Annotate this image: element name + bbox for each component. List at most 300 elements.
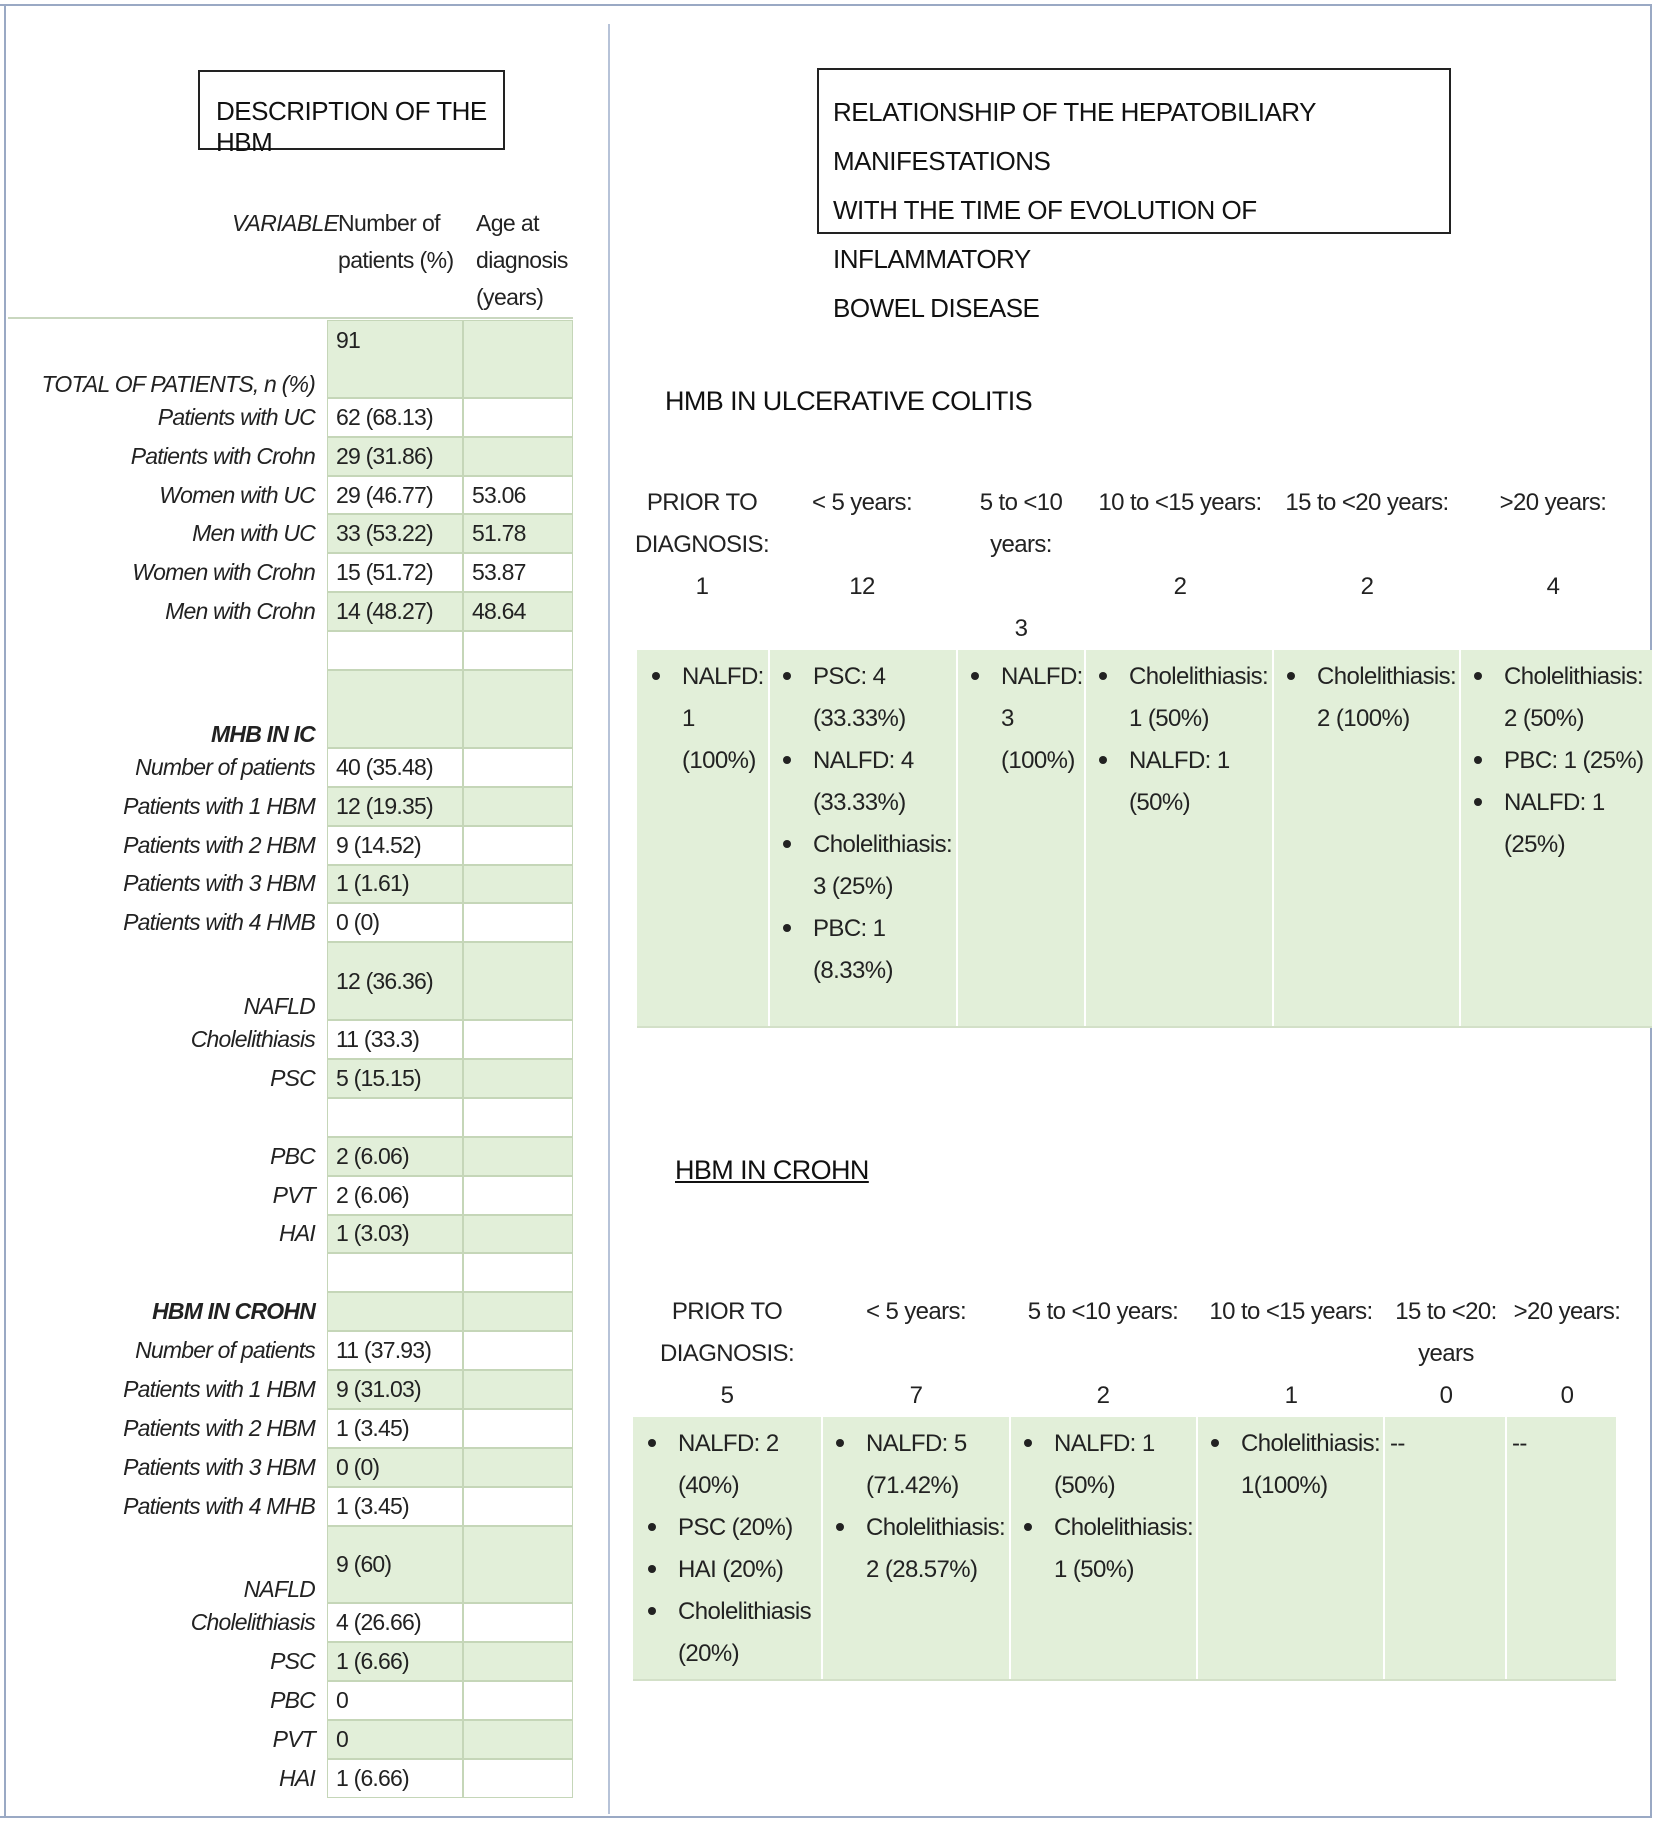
desc-row [0, 1137, 575, 1176]
desc-row-patients: 4 (26.66) [327, 1603, 463, 1642]
uc-bullet-item [775, 824, 956, 908]
frame-top-border [0, 4, 1650, 6]
crohn-bullet-line: NALFD: 1 [1054, 1430, 1155, 1457]
desc-row [0, 398, 575, 437]
desc-row-age [463, 1487, 573, 1526]
uc-bullet-item [1466, 656, 1650, 740]
uc-cell [1466, 656, 1650, 866]
desc-row-label: Patients with 3 HBM [123, 1453, 315, 1480]
desc-row [0, 1409, 575, 1448]
desc-row [0, 1292, 575, 1331]
crohn-column-separator [1009, 1417, 1011, 1679]
uc-bullet-line: PBC: 1 [813, 915, 886, 942]
desc-row [0, 942, 575, 1020]
uc-bullet-line: PBC: 1 (25%) [1504, 747, 1644, 774]
bullet-icon [1099, 756, 1107, 764]
desc-row-patients: 0 [327, 1681, 463, 1720]
bullet-icon [1211, 1439, 1219, 1447]
crohn-bullet-item [1016, 1507, 1196, 1591]
desc-row-patients [327, 1098, 463, 1137]
bullet-icon [1024, 1439, 1032, 1447]
desc-row-age [463, 826, 573, 865]
desc-row-label: PBC [270, 1142, 315, 1169]
crohn-bullet-line: Cholelithiasis [678, 1598, 811, 1625]
crohn-period-line: PRIOR TO [671, 1298, 783, 1325]
desc-row-patients: 0 [327, 1720, 463, 1759]
frame-bottom-border [0, 1816, 1652, 1818]
desc-row-patients [327, 631, 463, 670]
desc-row-label: Cholelithiasis [190, 1609, 315, 1636]
header-number-line: patients (%) [338, 247, 454, 273]
uc-bullet-line: Cholelithiasis: [1504, 663, 1644, 690]
bullet-icon [783, 924, 791, 932]
desc-row-label: PVT [272, 1726, 315, 1753]
desc-row-age: 53.06 [463, 476, 573, 515]
bullet-icon [1099, 672, 1107, 680]
uc-bullet-item [775, 740, 956, 824]
desc-row-patients: 12 (36.36) [327, 942, 463, 1020]
uc-bullet-item [1466, 740, 1650, 782]
desc-row-patients [327, 1253, 463, 1292]
uc-bullet-line: (8.33%) [813, 957, 893, 984]
uc-period-line [1277, 524, 1457, 566]
desc-row-age [463, 1681, 573, 1720]
desc-row-label: Patients with 4 HMB [123, 909, 315, 936]
bullet-icon [1474, 798, 1482, 806]
crohn-period-line [1201, 1333, 1381, 1375]
desc-row [0, 1098, 575, 1137]
uc-section-title: HMB IN ULCERATIVE COLITIS [665, 386, 1033, 416]
uc-bullet-line: Cholelithiasis: [1317, 663, 1457, 690]
bullet-icon [648, 1565, 656, 1573]
desc-row-patients: 1 (3.45) [327, 1409, 463, 1448]
desc-row [0, 592, 575, 631]
uc-period-line: PRIOR TO [646, 489, 758, 516]
bullet-icon [836, 1523, 844, 1531]
desc-row [0, 903, 575, 942]
desc-row [0, 476, 575, 515]
crohn-bullet-line: NALFD: 2 [678, 1430, 779, 1457]
uc-cell [644, 656, 768, 782]
desc-row [0, 787, 575, 826]
desc-row-age [463, 1526, 573, 1604]
desc-row-patients: 2 (6.06) [327, 1137, 463, 1176]
desc-row-age [463, 1176, 573, 1215]
desc-row [0, 670, 575, 748]
crohn-period-line: 1 [1284, 1382, 1298, 1409]
desc-row-age [463, 320, 573, 398]
header-rule [8, 317, 573, 319]
crohn-bullet-line: (50%) [1054, 1472, 1116, 1499]
crohn-period-line: DIAGNOSIS: [659, 1340, 795, 1367]
desc-row [0, 1526, 575, 1604]
crohn-bullet-line: Cholelithiasis: [1241, 1430, 1381, 1457]
uc-period-line: 2 [1360, 573, 1374, 600]
uc-bullet-item [963, 656, 1084, 782]
uc-period [1090, 482, 1270, 608]
crohn-period [652, 1291, 802, 1417]
desc-row-age [463, 942, 573, 1020]
crohn-period-line: 10 to <15 years: [1209, 1298, 1373, 1325]
desc-row-patients: 29 (31.86) [327, 437, 463, 476]
crohn-period-line [831, 1333, 1001, 1375]
desc-row [0, 748, 575, 787]
relationship-title-line: RELATIONSHIP OF THE HEPATOBILIARY MANIFESTATIONS [833, 97, 1316, 176]
header-age-line: diagnosis [476, 247, 568, 273]
crohn-period-line: 5 [720, 1382, 734, 1409]
desc-row-label: PSC [270, 1064, 315, 1091]
desc-row-age [463, 865, 573, 904]
uc-column-separator [1459, 650, 1461, 1026]
desc-row [0, 826, 575, 865]
uc-bullet-line: NALFD: 4 [813, 747, 914, 774]
desc-row-label: Cholelithiasis [190, 1026, 315, 1053]
desc-row-label: Patients with 2 HBM [123, 1414, 315, 1441]
crohn-bullet-item [640, 1549, 821, 1591]
crohn-bullet-line: NALFD: 5 [866, 1430, 967, 1457]
uc-bullet-line: NALFD: [682, 663, 764, 690]
uc-bullet-item [775, 908, 956, 992]
desc-row-patients: 1 (3.45) [327, 1487, 463, 1526]
crohn-cell [828, 1423, 1009, 1591]
desc-row-age [463, 631, 573, 670]
desc-row-label: TOTAL OF PATIENTS, n (%) [41, 370, 315, 397]
uc-bullet-line: NALFD: [1001, 663, 1083, 690]
crohn-cell [1203, 1423, 1383, 1507]
desc-row-label: MHB IN IC [211, 720, 315, 747]
uc-period [961, 482, 1081, 650]
desc-row-patients: 0 (0) [327, 1448, 463, 1487]
desc-row-label: HBM IN CROHN [152, 1298, 315, 1325]
bullet-icon [836, 1439, 844, 1447]
desc-row-patients: 1 (6.66) [327, 1642, 463, 1681]
uc-bullet-line: 2 (100%) [1317, 705, 1410, 732]
crohn-column-separator [1505, 1417, 1507, 1679]
uc-period-line: years: [990, 531, 1052, 558]
desc-row-patients: 12 (19.35) [327, 787, 463, 826]
uc-column-separator [768, 650, 770, 1026]
desc-row-label: Number of patients [135, 1337, 315, 1364]
desc-row-patients: 14 (48.27) [327, 592, 463, 631]
desc-row-label: PBC [270, 1687, 315, 1714]
bullet-icon [1474, 672, 1482, 680]
desc-row-label: Patients with 2 HBM [123, 831, 315, 858]
desc-row [0, 1059, 575, 1098]
desc-row-patients: 1 (6.66) [327, 1759, 463, 1798]
desc-row-age [463, 670, 573, 748]
desc-row-label: PVT [272, 1181, 315, 1208]
description-table [0, 320, 575, 1798]
bullet-icon [783, 672, 791, 680]
desc-row-patients: 1 (1.61) [327, 865, 463, 904]
desc-row-patients: 15 (51.72) [327, 553, 463, 592]
bullet-icon [1474, 756, 1482, 764]
crohn-bullet-line: PSC (20%) [678, 1514, 793, 1541]
header-age-line: (years) [476, 284, 544, 310]
desc-row-patients: 29 (46.77) [327, 476, 463, 515]
crohn-cell-dash: -- [1390, 1430, 1405, 1457]
desc-row [0, 514, 575, 553]
desc-row [0, 1370, 575, 1409]
uc-bullet-line: Cholelithiasis: [1129, 663, 1269, 690]
uc-period-line [961, 566, 1081, 608]
crohn-column-separator [821, 1417, 823, 1679]
desc-row [0, 865, 575, 904]
desc-row-age [463, 748, 573, 787]
desc-row-age: 53.87 [463, 553, 573, 592]
uc-bullet-line: (25%) [1504, 831, 1566, 858]
crohn-period-line: 7 [909, 1382, 923, 1409]
desc-row [0, 553, 575, 592]
desc-row-age [463, 1720, 573, 1759]
crohn-bullet-item [1203, 1423, 1383, 1507]
uc-period-line: >20 years: [1499, 489, 1607, 516]
uc-bullet-item [1279, 656, 1459, 740]
uc-bullet-item [1091, 740, 1272, 824]
crohn-column-separator [1196, 1417, 1198, 1679]
crohn-cell-dash: -- [1512, 1430, 1527, 1457]
desc-row-age [463, 1292, 573, 1331]
uc-column-separator [956, 650, 958, 1026]
crohn-period [831, 1291, 1001, 1417]
desc-row [0, 1603, 575, 1642]
crohn-bullet-line: (71.42%) [866, 1472, 959, 1499]
desc-row-label: Patients with UC [157, 403, 315, 430]
uc-bullet-line: (100%) [1001, 747, 1075, 774]
desc-row-patients: 9 (31.03) [327, 1370, 463, 1409]
uc-bullet-line: NALFD: 1 [1504, 789, 1605, 816]
uc-bullet-line: (33.33%) [813, 789, 906, 816]
desc-row-patients: 0 (0) [327, 903, 463, 942]
desc-row [0, 1176, 575, 1215]
bullet-icon [783, 840, 791, 848]
desc-row-label: Patients with Crohn [130, 442, 315, 469]
crohn-period-line [1013, 1333, 1193, 1375]
desc-row-patients: 11 (37.93) [327, 1331, 463, 1370]
desc-row-age [463, 437, 573, 476]
crohn-bullet-item [828, 1507, 1009, 1591]
desc-row-label: HAI [279, 1764, 315, 1791]
relationship-title-line: WITH THE TIME OF EVOLUTION OF INFLAMMATORY [833, 195, 1257, 274]
bullet-icon [648, 1523, 656, 1531]
uc-bullet-line: 3 (25%) [813, 873, 893, 900]
crohn-bullet-line: 1 (50%) [1054, 1556, 1134, 1583]
crohn-cell [640, 1423, 821, 1675]
uc-bullet-line: (50%) [1129, 789, 1191, 816]
desc-row-label: HAI [279, 1220, 315, 1247]
uc-period-line [1468, 524, 1638, 566]
bullet-icon [652, 672, 660, 680]
uc-period-line: 5 to <10 [979, 489, 1063, 516]
desc-row-patients: 1 (3.03) [327, 1215, 463, 1254]
desc-row-patients: 9 (14.52) [327, 826, 463, 865]
desc-row-label: Men with Crohn [165, 598, 315, 625]
desc-row [0, 631, 575, 670]
bullet-icon [1024, 1523, 1032, 1531]
desc-row-label: Women with UC [159, 481, 315, 508]
desc-row [0, 1215, 575, 1254]
desc-row [0, 1331, 575, 1370]
column-divider [608, 24, 610, 1814]
crohn-period [1013, 1291, 1193, 1417]
desc-row-age [463, 1098, 573, 1137]
desc-row-label: Patients with 3 HBM [123, 870, 315, 897]
desc-row [0, 1448, 575, 1487]
uc-bullet-item [1466, 782, 1650, 866]
crohn-period [1391, 1291, 1501, 1417]
crohn-bullet-item [640, 1507, 821, 1549]
uc-period [777, 482, 947, 608]
crohn-bullet-line: (20%) [678, 1640, 740, 1667]
crohn-bullet-line: Cholelithiasis: [1054, 1514, 1194, 1541]
uc-bullet-line: 2 (50%) [1504, 705, 1584, 732]
uc-period-line: 15 to <20 years: [1285, 489, 1449, 516]
crohn-section-title: HBM IN CROHN [675, 1155, 869, 1185]
relationship-title [817, 68, 1451, 323]
crohn-column-separator [1383, 1417, 1385, 1679]
uc-bullet-line: PSC: 4 [813, 663, 886, 690]
crohn-bullet-item [1016, 1423, 1196, 1507]
bullet-icon [783, 756, 791, 764]
crohn-period-line: 0 [1560, 1382, 1574, 1409]
uc-period-line: 2 [1173, 573, 1187, 600]
desc-row [0, 1487, 575, 1526]
uc-period [1468, 482, 1638, 608]
desc-row-label: Men with UC [192, 520, 315, 547]
desc-row-patients [327, 1292, 463, 1331]
header-number-line: Number of [338, 210, 440, 236]
desc-row-age [463, 1215, 573, 1254]
uc-period-line: 10 to <15 years: [1098, 489, 1262, 516]
desc-row-age [463, 1448, 573, 1487]
desc-row-age: 48.64 [463, 592, 573, 631]
uc-period [627, 482, 777, 608]
uc-bullet-line: 1 [682, 705, 695, 732]
crohn-bullet-item [640, 1591, 821, 1675]
crohn-period-line: 2 [1096, 1382, 1110, 1409]
desc-row-label: Patients with 4 MHB [123, 1492, 315, 1519]
desc-row-age [463, 1409, 573, 1448]
desc-row-age [463, 1642, 573, 1681]
desc-row-label: Women with Crohn [132, 559, 315, 586]
uc-bullet-line: 3 [1001, 705, 1014, 732]
bullet-icon [648, 1607, 656, 1615]
desc-row-age [463, 1137, 573, 1176]
crohn-period-line: 5 to <10 years: [1027, 1298, 1179, 1325]
desc-row-label: NAFLD [243, 993, 315, 1020]
uc-period-line [777, 524, 947, 566]
desc-row-age [463, 1253, 573, 1292]
desc-row [0, 1253, 575, 1292]
crohn-cell [1390, 1423, 1505, 1465]
desc-row-age [463, 787, 573, 826]
header-number-of-patients [338, 205, 458, 279]
crohn-period-line: >20 years: [1513, 1298, 1621, 1325]
desc-row-age [463, 1331, 573, 1370]
bullet-icon [1287, 672, 1295, 680]
header-age-line: Age at [476, 210, 539, 236]
desc-row-patients: 91 [327, 320, 463, 398]
desc-row [0, 1681, 575, 1720]
crohn-bullet-line: (40%) [678, 1472, 740, 1499]
crohn-bullet-item [828, 1423, 1009, 1507]
desc-row-age [463, 1020, 573, 1059]
bullet-icon [648, 1439, 656, 1447]
desc-row-age [463, 1759, 573, 1798]
uc-bullet-item [1091, 656, 1272, 740]
desc-row-patients: 9 (60) [327, 1526, 463, 1604]
desc-row-label: Patients with 1 HBM [123, 792, 315, 819]
crohn-period-line: 15 to <20: [1395, 1298, 1497, 1325]
uc-period-line: 4 [1546, 573, 1560, 600]
crohn-bullet-line: 2 (28.57%) [866, 1556, 978, 1583]
uc-bullet-item [775, 656, 956, 740]
desc-row-patients: 2 (6.06) [327, 1176, 463, 1215]
uc-bullet-line: (33.33%) [813, 705, 906, 732]
desc-row-patients: 33 (53.22) [327, 514, 463, 553]
uc-cell [963, 656, 1084, 782]
uc-column-separator [1272, 650, 1274, 1026]
desc-row-age [463, 903, 573, 942]
crohn-period-line: < 5 years: [865, 1298, 967, 1325]
description-title: DESCRIPTION OF THE HBM [198, 70, 505, 150]
desc-row-patients: 5 (15.15) [327, 1059, 463, 1098]
uc-bullet-line: Cholelithiasis: [813, 831, 953, 858]
uc-bullet-line: 1 (50%) [1129, 705, 1209, 732]
desc-row [0, 1720, 575, 1759]
desc-row [0, 1759, 575, 1798]
uc-period-line: DIAGNOSIS: [634, 531, 770, 558]
crohn-cell [1016, 1423, 1196, 1591]
uc-period-line [1090, 524, 1270, 566]
desc-row [0, 437, 575, 476]
desc-row-label: NAFLD [243, 1576, 315, 1603]
uc-cell [1091, 656, 1272, 824]
crohn-period [1507, 1291, 1627, 1417]
uc-period [1277, 482, 1457, 608]
crohn-period-line: years [1418, 1340, 1474, 1367]
uc-bullet-item [644, 656, 768, 782]
crohn-period-line [1507, 1333, 1627, 1375]
desc-row [0, 320, 575, 398]
uc-bullet-line: NALFD: 1 [1129, 747, 1230, 774]
desc-row [0, 1642, 575, 1681]
desc-row-age [463, 1059, 573, 1098]
desc-row-patients: 40 (35.48) [327, 748, 463, 787]
uc-bullet-line: (100%) [682, 747, 756, 774]
crohn-bullet-line: Cholelithiasis: [866, 1514, 1006, 1541]
crohn-cell [1512, 1423, 1616, 1465]
bullet-icon [971, 672, 979, 680]
header-age-at-diagnosis [476, 205, 576, 316]
desc-row-age [463, 1603, 573, 1642]
crohn-bullet-item [640, 1423, 821, 1507]
uc-period-line: 1 [695, 573, 709, 600]
crohn-period [1201, 1291, 1381, 1417]
uc-period-line: 3 [1014, 615, 1028, 642]
desc-row-label: Patients with 1 HBM [123, 1376, 315, 1403]
uc-period-line: 12 [849, 573, 875, 600]
desc-row-age [463, 1370, 573, 1409]
uc-column-separator [1084, 650, 1086, 1026]
uc-cell [1279, 656, 1459, 740]
uc-cell [775, 656, 956, 992]
crohn-bullet-line: HAI (20%) [678, 1556, 784, 1583]
crohn-period-line: 0 [1439, 1382, 1453, 1409]
desc-row-patients [327, 670, 463, 748]
desc-row [0, 1020, 575, 1059]
crohn-bullet-line: 1(100%) [1241, 1472, 1328, 1499]
